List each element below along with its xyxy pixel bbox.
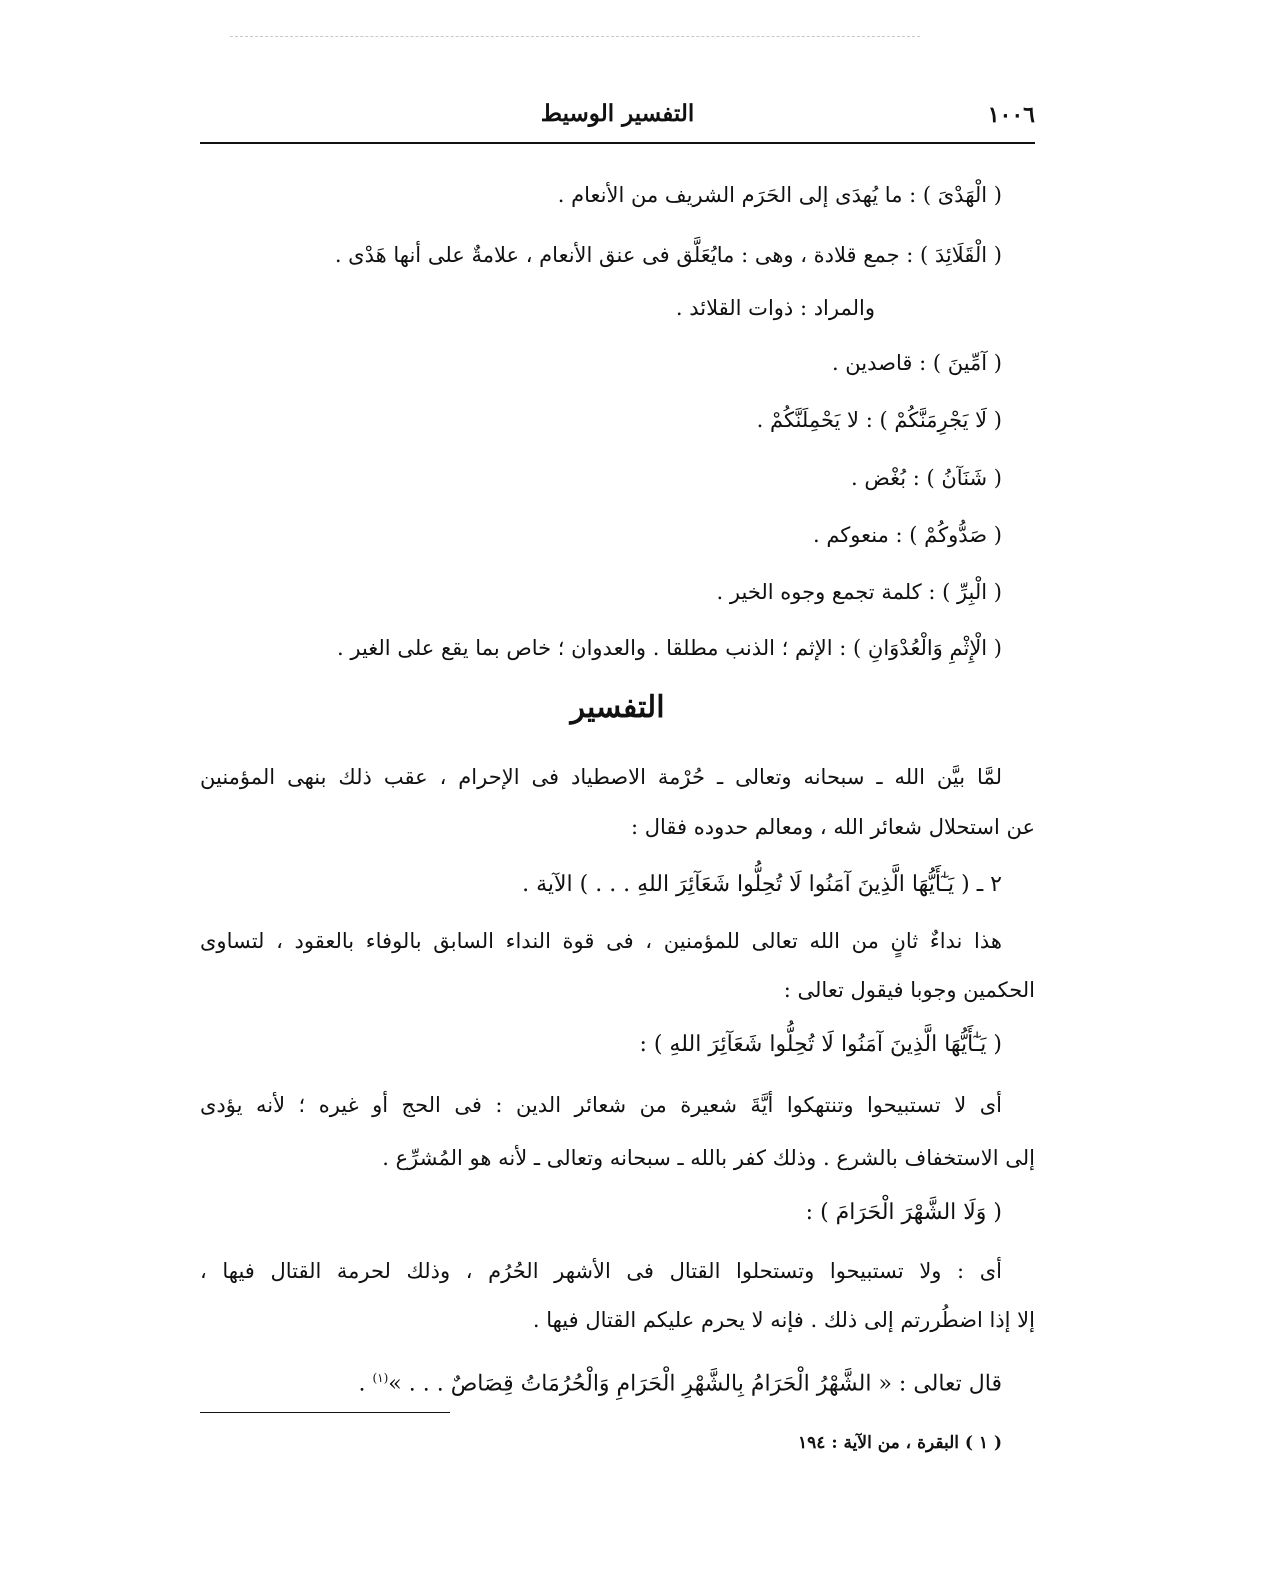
- body-line: إلى الاستخفاف بالشرع . وذلك كفر بالله ـ سبحانه وتعالى ـ لأنه هو المُشرِّع .: [382, 1146, 1035, 1170]
- gloss-birr: ( الْبِرِّ ) : كلمة تجمع وجوه الخير .: [716, 580, 1002, 604]
- gloss-aammin: ( آمِّينَ ) : قاصدين .: [831, 351, 1002, 375]
- gloss-qalaid-meaning: والمراد : ذوات القلائد .: [675, 296, 875, 320]
- page-header: [200, 100, 1035, 140]
- page-number: ١٠٠٦: [987, 102, 1035, 128]
- body-line: لمَّا بيَّن الله ـ سبحانه وتعالى ـ حُرْمة الاصطياد فى الإحرام ، عقب ذلك بنهى المؤمنين: [200, 765, 1002, 789]
- body-line: هذا نداءٌ ثانٍ من الله تعالى للمؤمنين ، فى قوة النداء السابق بالوفاء بالعقود ، لتساوى: [200, 929, 1002, 953]
- gloss-saddukum: ( صَدُّوكُمْ ) : منعوكم .: [812, 523, 1002, 547]
- section-heading: التفسير: [570, 690, 665, 725]
- verse-line: ٢ ـ ( يَـٰٓأَيُّهَا الَّذِينَ آمَنُوا لَا تُحِلُّوا شَعَآئِرَ اللهِ . . . ) الآية .: [522, 872, 1002, 897]
- footnote-marker: (١): [372, 1371, 389, 1385]
- quote-text: قال تعالى : « الشَّهْرُ الْحَرَامُ بِالشَّهْرِ الْحَرَامِ وَالْحُرُمَاتُ قِصَاصٌ . . . »: [388, 1371, 1002, 1397]
- gloss-qalaid: ( الْقَلَائِدَ ) : جمع قلادة ، وهى : مايُعَلَّق فى عنق الأنعام ، علامةٌ على أنها هَدْى .: [334, 243, 1002, 267]
- verse-line: ( وَلَا الشَّهْرَ الْحَرَامَ ) :: [805, 1200, 1002, 1225]
- body-line: إلا إذا اضطُررتم إلى ذلك . فإنه لا يحرم عليكم القتال فيها .: [532, 1308, 1035, 1332]
- book-page: [200, 0, 1035, 1579]
- body-line: عن استحلال شعائر الله ، ومعالم حدوده فقال :: [631, 815, 1035, 839]
- verse-line: ( يَـٰٓأَيُّهَا الَّذِينَ آمَنُوا لَا تُحِلُّوا شَعَآئِرَ اللهِ ) :: [639, 1032, 1002, 1057]
- gloss-hady: ( الْهَدْىَ ) : ما يُهدَى إلى الحَرَم الشريف من الأنعام .: [557, 183, 1002, 207]
- gloss-yajrimannakum: ( لَا يَجْرِمَنَّكُمْ ) : لا يَحْمِلَنَّكُمْ .: [756, 408, 1002, 432]
- body-line: الحكمين وجوبا فيقول تعالى :: [783, 978, 1035, 1002]
- quote-line: قال تعالى : « الشَّهْرُ الْحَرَامُ بِالشَّهْرِ الْحَرَامِ وَالْحُرُمَاتُ قِصَاصٌ . . . »$^{(١)}$ .: [358, 1371, 1002, 1397]
- body-line: أى لا تستبيحوا وتنتهكوا أيَّةَ شعيرة من شعائر الدين : فى الحج أو غيره ؛ لأنه يؤدى: [200, 1093, 1002, 1117]
- body-line: أى : ولا تستبيحوا وتستحلوا القتال فى الأشهر الحُرُم ، وذلك لحرمة القتال فيها ،: [200, 1259, 1002, 1283]
- gloss-ithm-udwan: ( الْإِثْمِ وَالْعُدْوَانِ ) : الإثم ؛ الذنب مطلقا . والعدوان ؛ خاص بما يقع على الغير .: [337, 636, 1002, 660]
- footnote-rule: [200, 1412, 450, 1413]
- running-title: التفسير الوسيط: [540, 100, 695, 127]
- gloss-shanaan: ( شَنَآنُ ) : بُغْض .: [851, 466, 1002, 490]
- footnote: ( ١ ) البقرة ، من الآية : ١٩٤: [798, 1433, 1002, 1453]
- header-rule: [200, 142, 1035, 144]
